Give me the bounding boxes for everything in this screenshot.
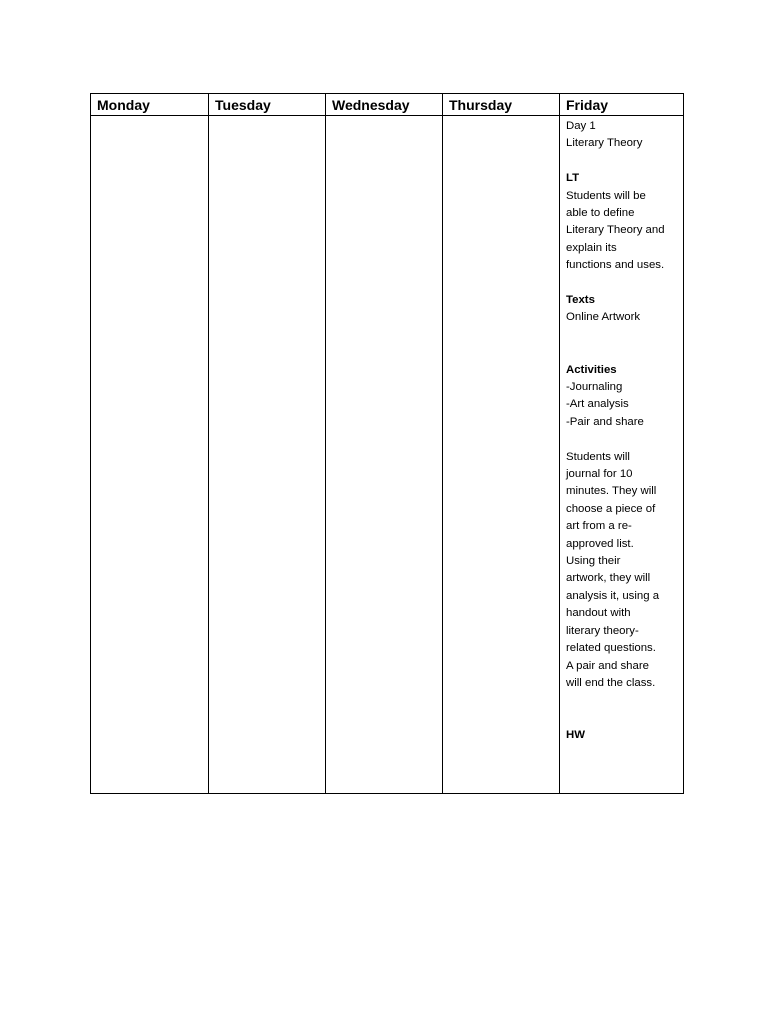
header-tuesday: Tuesday — [209, 94, 326, 116]
friday-lesson-plan — [560, 116, 683, 745]
description-line: will end the class. — [566, 676, 656, 689]
description-line: A pair and share — [566, 659, 649, 672]
spacer — [566, 692, 679, 709]
spacer — [566, 431, 679, 448]
activity-item: -Pair and share — [566, 415, 644, 428]
friday-cell — [560, 116, 684, 794]
lt-line: explain its — [566, 241, 617, 254]
description-line: minutes. They will — [566, 485, 657, 498]
description-line: related questions. — [566, 642, 656, 655]
description-line: choose a piece of — [566, 502, 656, 515]
lt-heading: LT — [566, 172, 580, 185]
lt-line: Students will be — [566, 189, 646, 202]
header-friday: Friday — [560, 94, 684, 116]
day-label: Day 1 — [566, 120, 596, 132]
spacer — [566, 153, 679, 170]
description-line: approved list. — [566, 537, 634, 550]
description-line: Using their — [566, 555, 621, 568]
description-line: literary theory- — [566, 624, 639, 637]
thursday-cell — [443, 116, 560, 794]
spacer — [566, 327, 679, 344]
hw-heading: HW — [566, 729, 585, 742]
spacer — [566, 710, 679, 727]
activity-item: -Art analysis — [566, 398, 629, 411]
lt-line: Literary Theory and — [566, 224, 665, 237]
lt-line: functions and uses. — [566, 259, 665, 272]
description-line: analysis it, using a — [566, 589, 660, 602]
header-row — [91, 94, 684, 116]
header-thursday: Thursday — [443, 94, 560, 116]
texts-heading: Texts — [566, 294, 595, 307]
description-line: Students will — [566, 450, 630, 463]
description-line: journal for 10 — [566, 468, 633, 481]
wednesday-cell — [326, 116, 443, 794]
activities-heading: Activities — [566, 363, 617, 376]
header-monday: Monday — [91, 94, 209, 116]
weekly-planner-table — [90, 93, 684, 794]
texts-value: Online Artwork — [566, 311, 641, 324]
activity-item: -Journaling — [566, 381, 623, 394]
lesson-topic: Literary Theory — [566, 137, 643, 150]
spacer — [566, 344, 679, 361]
lt-line: able to define — [566, 207, 635, 220]
header-wednesday: Wednesday — [326, 94, 443, 116]
content-row — [91, 116, 684, 794]
tuesday-cell — [209, 116, 326, 794]
description-line: artwork, they will — [566, 572, 651, 585]
description-line: art from a re- — [566, 520, 632, 533]
description-line: handout with — [566, 607, 631, 620]
spacer — [566, 275, 679, 292]
monday-cell — [91, 116, 209, 794]
